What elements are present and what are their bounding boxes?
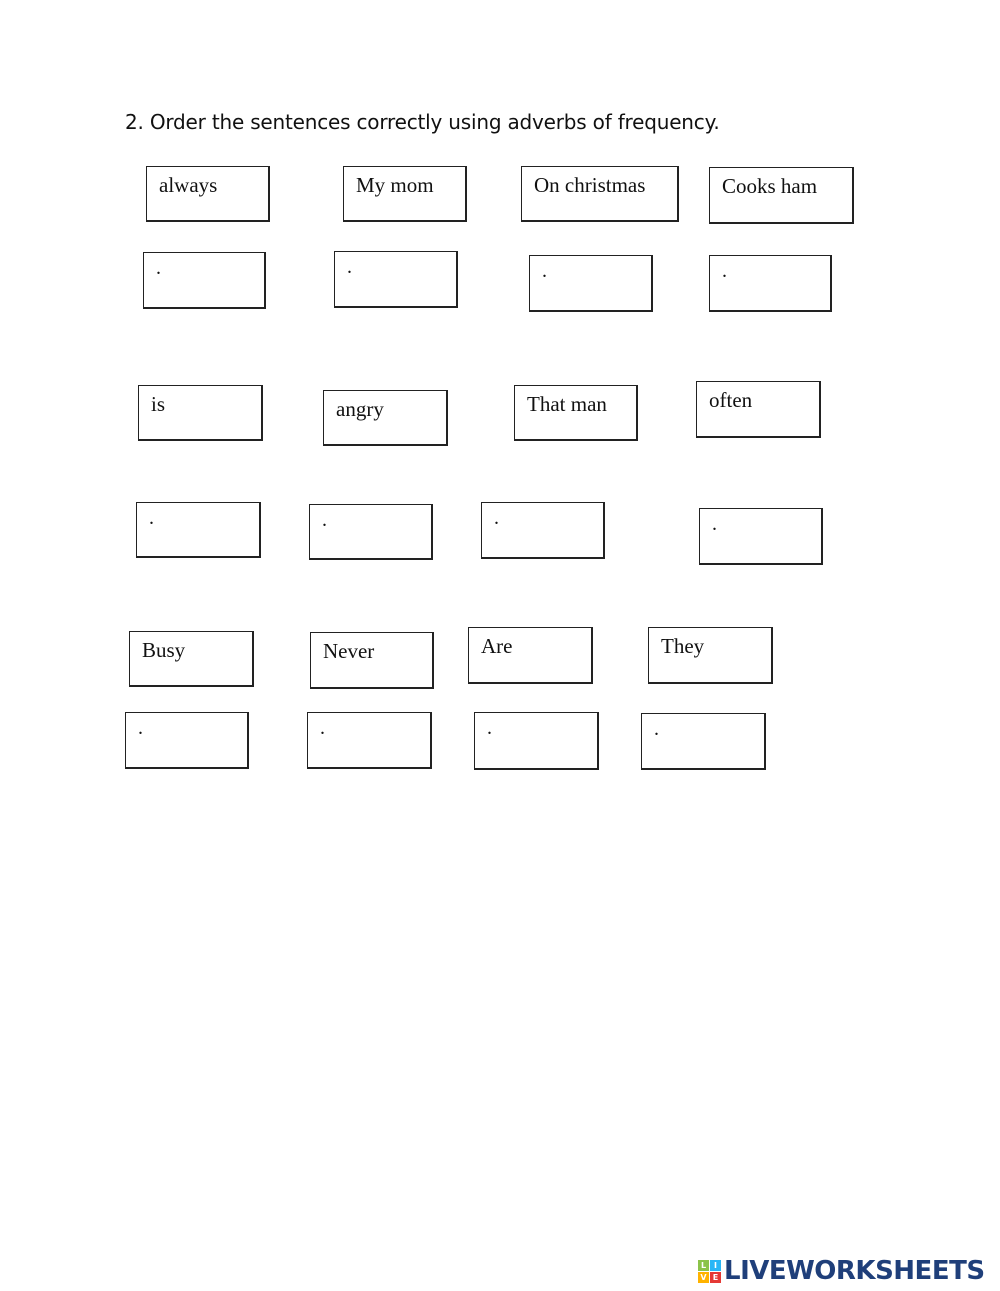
word-card[interactable]: On christmas (521, 166, 679, 222)
logo-cube: L (698, 1260, 709, 1271)
answer-drop-box[interactable]: . (309, 504, 433, 560)
answer-drop-box[interactable]: . (709, 255, 832, 312)
word-card[interactable]: Are (468, 627, 593, 684)
word-card[interactable]: often (696, 381, 821, 438)
word-card[interactable]: always (146, 166, 270, 222)
answer-drop-box[interactable]: . (143, 252, 266, 309)
logo-cubes-icon (698, 1260, 721, 1283)
liveworksheets-logo (698, 1256, 985, 1286)
answer-drop-box[interactable]: . (699, 508, 823, 565)
answer-drop-box[interactable]: . (474, 712, 599, 770)
answer-drop-box[interactable]: . (481, 502, 605, 559)
instruction-title: 2. Order the sentences correctly using adverbs of frequency. (125, 110, 720, 134)
answer-drop-box[interactable]: . (136, 502, 261, 558)
answer-drop-box[interactable]: . (307, 712, 432, 769)
word-card[interactable]: Busy (129, 631, 254, 687)
logo-text: LIVEWORKSHEETS (724, 1256, 985, 1286)
answer-drop-box[interactable]: . (125, 712, 249, 769)
word-card[interactable]: They (648, 627, 773, 684)
logo-cube: I (710, 1260, 721, 1271)
answer-drop-box[interactable]: . (641, 713, 766, 770)
logo-cube: E (710, 1272, 721, 1283)
logo-cube: V (698, 1272, 709, 1283)
answer-drop-box[interactable]: . (334, 251, 458, 308)
word-card[interactable]: Cooks ham (709, 167, 854, 224)
word-card[interactable]: My mom (343, 166, 467, 222)
word-card[interactable]: angry (323, 390, 448, 446)
answer-drop-box[interactable]: . (529, 255, 653, 312)
word-card[interactable]: is (138, 385, 263, 441)
word-card[interactable]: That man (514, 385, 638, 441)
word-card[interactable]: Never (310, 632, 434, 689)
